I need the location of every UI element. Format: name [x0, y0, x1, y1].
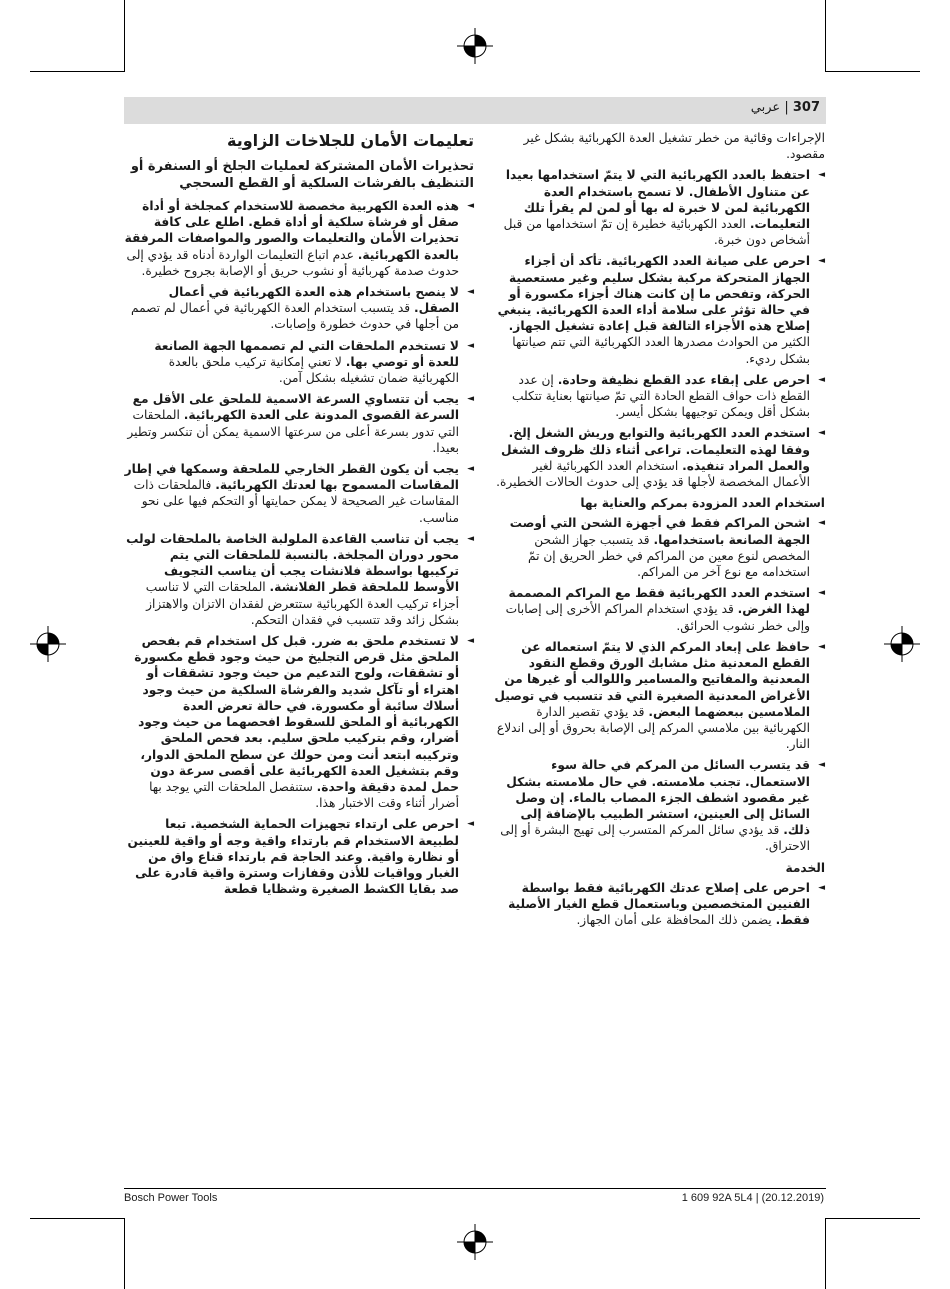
- list-item: ◄ هذه العدة الكهربية مخصصة للاستخدام كمجلخة أو أداة صقل أو فرشاة سلكية أو أداة قطع. اطلع على كافة تحذيرات الأمان والتعليمات والصور والمواصفات المرفقة بالعدة الكهربائية. عدم اتباع التعليمات الواردة أدناه قد يؤدي إلى حدوث صدمة كهربائية أو نشوب حريق أو الإصابة بجروح خطيرة.: [124, 198, 474, 279]
- list-item: ◄ احرص على إصلاح عدتك الكهربائية فقط بواسطة الفنيين المتخصصين وباستعمال قطع الغيار الأصلية فقط. يضمن ذلك المحافظة على أمان الجهاز.: [492, 880, 825, 929]
- right-column: [492, 130, 825, 933]
- list-item: ◄ احرص على ارتداء تجهيزات الحماية الشخصية. تبعا لطبيعة الاستخدام قم بارتداء واقية وجه أو واقية للعينين أو نظارة واقية. وعند الحاجة قم بارتداء قناع واق من الغبار وواقيات للأذن وقفازات وسترة واقية قادرة على صد بقايا الكشط الصغيرة وشظايا قطعة: [124, 816, 474, 897]
- list-item: ◄ لا تستخدم الملحقات التي لم تصممها الجهة الصانعة للعدة أو توصي بها. لا تعني إمكانية تركيب ملحق بالعدة الكهربائية ضمان تشغيله بشكل آمن.: [124, 338, 474, 387]
- crop-mark: [825, 1218, 826, 1289]
- header-separator: |: [784, 100, 789, 115]
- list-item: ◄ استخدم العدد الكهربائية فقط مع المراكم المصممة لهذا الغرض. قد يؤدي استخدام المراكم الأخرى إلى إصابات وإلى خطر نشوب الحرائق.: [492, 585, 825, 634]
- list-item: ◄ يجب أن يكون القطر الخارجي للملحقة وسمكها في إطار المقاسات المسموح بها لعدتك الكهربائية. فالملحقات ذات المقاسات غير الصحيحة لا يمكن حمايتها أو التحكم فيها على نحو مناسب.: [124, 461, 474, 526]
- list-item: ◄ لا تستخدم ملحق به ضرر. قبل كل استخدام قم بفحص الملحق مثل قرص التجليخ من حيث وجود قطع مكسورة أو تشققات، ولوح التدعيم من حيث وجود تشققات أو اهتراء أو تآكل شديد والفرشاة السلكية من حيث وجود أسلاك سائبة أو مكسورة. في حالة تعرض العدة الكهربائية أو الملحق للسقوط افحصهما من حيث وجود أضرار، وقم بتركيب ملحق سليم. بعد فحص الملحق وتركيبه ابتعد أنت ومن حولك عن سطح الملحق الدوار، وقم بتشغيل العدة الكهربائية على أقصى سرعة دون حمل لمدة دقيقة واحدة. ستنفصل الملحقات التي يوجد بها أضرار أثناء وقت الاختبار هذا.: [124, 633, 474, 811]
- list-item: ◄ احرص على إبقاء عدد القطع نظيفة وحادة. إن عدد القطع ذات حواف القطع الحادة التي تمّ صيانتها بعناية تتكلب بشكل أقل ويمكن توجيهها بشكل أيسر.: [492, 372, 825, 421]
- registration-mark-icon: [457, 28, 493, 64]
- list-item: ◄ استخدم العدد الكهربائية والتوابع وريش الشغل إلخ. وفقا لهذه التعليمات. تراعى أثناء ذلك ظروف الشغل والعمل المراد تنفيذه. استخدام العدد الكهربائية لغير الأعمال المخصصة لأجلها قد يؤدي إلى حدوث الحالات الخطيرة.: [492, 425, 825, 490]
- intro-paragraph: الإجراءات وقائية من خطر تشغيل العدة الكهربائية بشكل غير مقصود.: [523, 131, 825, 162]
- header-bar: [124, 97, 826, 124]
- page-header: [750, 100, 820, 115]
- header-language: عربي: [750, 100, 781, 115]
- crop-mark: [826, 71, 920, 72]
- list-item: ◄ اشحن المراكم فقط في أجهزة الشحن التي أوصت الجهة الصانعة باستخدامها. قد يتسبب جهاز الشحن المخصص لنوع معين من المراكم في خطر الحريق إن تمّ استخدامه مع نوع آخر من المراكم.: [492, 515, 825, 580]
- footer-rule: [124, 1188, 826, 1189]
- footer-brand: Bosch Power Tools: [124, 1192, 218, 1204]
- crop-mark: [30, 1218, 125, 1219]
- page-number: 307: [792, 100, 820, 115]
- registration-mark-icon: [457, 1224, 493, 1260]
- crop-mark: [124, 0, 125, 72]
- section-heading: استخدام العدد المزودة بمركم والعناية بها: [580, 496, 825, 511]
- list-item: ◄ حافظ على إبعاد المركم الذي لا يتمّ استعماله عن القطع المعدنية مثل مشابك الورق وقطع النقود المعدنية والمفاتيح والمسامير واللوالب أو غيرها من الأغراض المعدنية الصغيرة التي قد تتسبب في توصيل الملامسين ببعضهما البعض. قد يؤدي تقصير الدارة الكهربائية بين ملامسي المركم إلى الإصابة بحروق أو إلى اندلاع النار.: [492, 639, 825, 752]
- registration-mark-icon: [30, 626, 66, 662]
- crop-mark: [30, 71, 125, 72]
- list-item: ◄ احتفظ بالعدد الكهربائية التي لا يتمّ استخدامها بعيدا عن متناول الأطفال. لا تسمح باستخدام العدة الكهربائية لمن لا خبرة له بها أو لمن لم يقرأ تلك التعليمات. العدد الكهربائية خطيرة إن تمّ استخدامها من قبل أشخاص دون خبرة.: [492, 167, 825, 248]
- list-item: ◄ يجب أن تناسب القاعدة الملولبة الخاصة بالملحقات لولب محور دوران المجلخة. بالنسبة للملحقات التي يتم تركيبها بواسطة فلانشات يجب أن يناسب التجويف الأوسط للملحقة قطر الفلانشة. الملحقات التي لا تناسب أجزاء تركيب العدة الكهربائية ستتعرض لفقدان الاتزان والاهتزاز بشكل زائد وقد تتسبب في فقدان التحكم.: [124, 531, 474, 628]
- footer-doc-number: 1 609 92A 5L4 | (20.12.2019): [681, 1192, 824, 1204]
- list-item: ◄ احرص على صيانة العدد الكهربائية. تأكد أن أجزاء الجهاز المتحركة مركبة بشكل سليم وغير مستعصية الحركة، وتفحص ما إن كانت هناك أجزاء مكسورة أو في حالة تؤثر على سلامة أداء العدة الكهربائية. ينبغي إصلاح هذه الأجزاء التالفة قبل إعادة تشغيل الجهاز. الكثير من الحوادث مصدرها العدد الكهربائية التي تتم صيانتها بشكل رديء.: [492, 253, 825, 366]
- crop-mark: [124, 1218, 125, 1289]
- list-item: ◄ يجب أن تتساوي السرعة الاسمية للملحق على الأقل مع السرعة القصوى المدونة على العدة الكهربائية. الملحقات التي تدور بسرعة أعلى من سرعتها الاسمية يمكن أن تنكسر وتطير بعيدا.: [124, 391, 474, 456]
- list-item: ◄ قد يتسرب السائل من المركم في حالة سوء الاستعمال. تجنب ملامسته. في حال ملامسته بشكل غير مقصود اشطف الجزء المصاب بالماء. إن وصل السائل إلى العينين، استشر الطبيب بالإضافة إلى ذلك. قد يؤدي سائل المركم المتسرب إلى تهيج البشرة أو إلى الاحتراق.: [492, 757, 825, 854]
- crop-mark: [826, 1218, 920, 1219]
- section-subtitle: تحذيرات الأمان المشتركة لعمليات الجلخ أو السنفرة أو التنظيف بالفرشات السلكية أو القطع السحجي: [130, 159, 474, 191]
- left-column: [124, 130, 474, 902]
- crop-mark: [825, 0, 826, 72]
- section-title: تعليمات الأمان للجلاخات الزاوية: [226, 131, 474, 150]
- list-item: ◄ لا ينصح باستخدام هذه العدة الكهربائية في أعمال الصقل. قد يتسبب استخدام العدة الكهربائية في أعمال لم تصمم من أجلها في حدوث خطورة وإصابات.: [124, 284, 474, 333]
- registration-mark-icon: [884, 626, 920, 662]
- section-heading: الخدمة: [785, 860, 825, 875]
